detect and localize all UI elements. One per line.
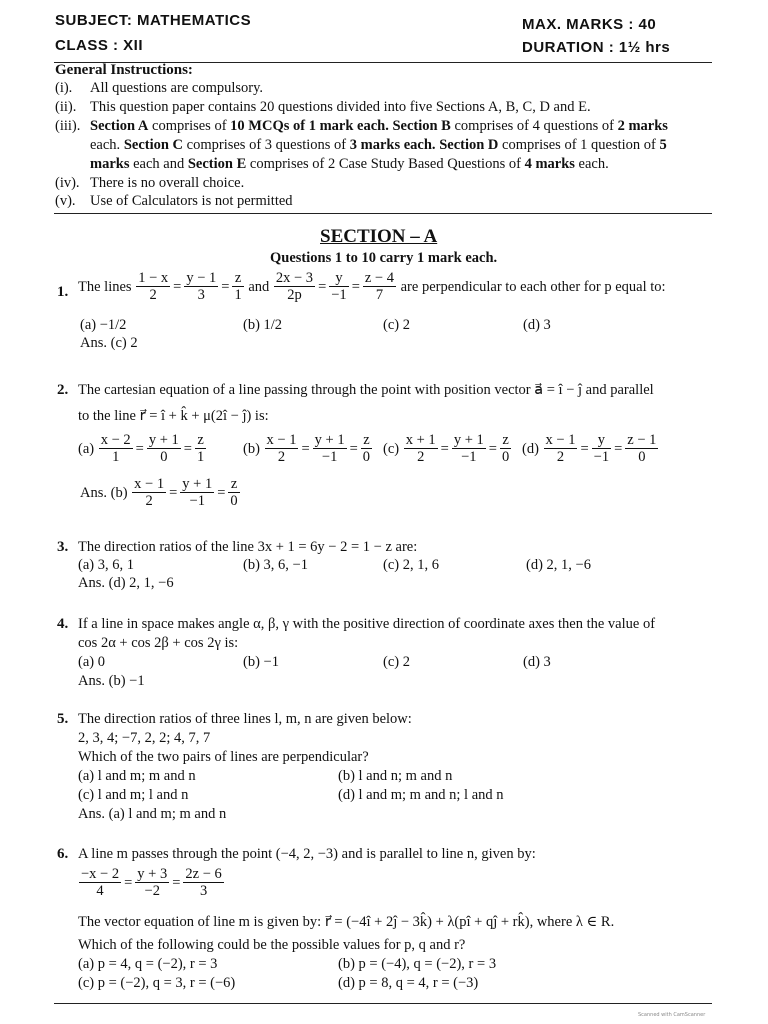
option-d: (d) $\frac{x - 1}{2}$ = $\frac{y}{-1}$ = $\frac{z - 1}{0}$ bbox=[522, 432, 657, 465]
instruction-text: All questions are compulsory. bbox=[90, 80, 264, 96]
question-number: 6. bbox=[57, 846, 69, 862]
question-text: cos 2α + cos 2β + cos 2γ is: bbox=[78, 635, 239, 651]
question-number: 1. bbox=[57, 284, 69, 300]
question-text: The cartesian equation of a line passing through the point with position vector a⃗ = î − ĵ and parallel bbox=[78, 382, 654, 398]
instruction-text: each. Section C comprises of 3 questions of 3 marks each. Section D comprises of 1 question of 5 bbox=[90, 137, 667, 153]
fraction: $\frac{y - 1}{3}$ bbox=[186, 270, 217, 303]
option-c: (c) l and m; l and n bbox=[78, 787, 189, 803]
option-a: (a) $\frac{x - 2}{1}$ = $\frac{y + 1}{0}$ = $\frac{z}{1}$ bbox=[78, 432, 205, 465]
question-text: Which of the following could be the possible values for p, q and r? bbox=[78, 937, 466, 953]
question-text: to the line r⃗ = î + k̂ + μ(2î − ĵ) is: bbox=[78, 408, 269, 424]
option-b: (b) 3, 6, −1 bbox=[243, 557, 308, 573]
answer: Ans. (b) −1 bbox=[78, 673, 145, 689]
fraction: $\frac{z}{1}$ bbox=[234, 270, 242, 303]
option-a: (a) 0 bbox=[78, 654, 105, 670]
option-a: (a) l and m; m and n bbox=[78, 768, 196, 784]
class-label: CLASS : XII bbox=[55, 37, 144, 54]
option-b: (b) p = (−4), q = (−2), r = 3 bbox=[338, 956, 497, 972]
question-text: The vector equation of line m is given by: r⃗ = (−4î + 2ĵ − 3k̂) + λ(pî + qĵ + rk̂), where λ ∈ R. bbox=[78, 914, 615, 930]
instructions-divider bbox=[54, 213, 712, 214]
question-text: The direction ratios of the line 3x + 1 = 6y − 2 = 1 − z are: bbox=[78, 539, 418, 555]
answer: Ans. (c) 2 bbox=[80, 335, 138, 351]
option-d: (d) 2, 1, −6 bbox=[526, 557, 591, 573]
section-title: SECTION – A bbox=[320, 226, 438, 247]
instruction-num: (iii). bbox=[55, 118, 81, 134]
option-a: (a) −1/2 bbox=[80, 317, 127, 333]
instruction-num: (ii). bbox=[55, 99, 77, 115]
option-c: (c) p = (−2), q = 3, r = (−6) bbox=[78, 975, 236, 991]
option-d: (d) l and m; m and n; l and n bbox=[338, 787, 504, 803]
instruction-num: (i). bbox=[55, 80, 73, 96]
option-d: (d) 3 bbox=[523, 654, 551, 670]
option-b: (b) l and n; m and n bbox=[338, 768, 453, 784]
q6-equation: $\frac{-x - 2}{4}$ = $\frac{y + 3}{-2}$ = $\frac{2z - 6}{3}$ bbox=[81, 866, 222, 899]
option-b: (b) −1 bbox=[243, 654, 279, 670]
fraction: $\frac{1 - x}{2}$ bbox=[138, 270, 169, 303]
subject-label: SUBJECT: MATHEMATICS bbox=[55, 12, 252, 29]
instruction-text: This question paper contains 20 questions divided into five Sections A, B, C, D and E. bbox=[90, 99, 591, 115]
scanner-watermark: Scanned with CamScanner bbox=[638, 1012, 706, 1018]
fraction: $\frac{2x - 3}{2p}$ bbox=[275, 270, 314, 303]
option-d: (d) 3 bbox=[523, 317, 551, 333]
question-text: Which of the two pairs of lines are perpendicular? bbox=[78, 749, 369, 765]
option-b: (b) $\frac{x - 1}{2}$ = $\frac{y + 1}{-1}$ = $\frac{z}{0}$ bbox=[243, 432, 371, 465]
instruction-num: (v). bbox=[55, 193, 76, 209]
answer: Ans. (b) $\frac{x - 1}{2}$ = $\frac{y + 1}{-1}$ = $\frac{z}{0}$ bbox=[80, 476, 238, 509]
option-a: (a) p = 4, q = (−2), r = 3 bbox=[78, 956, 218, 972]
footer-divider bbox=[54, 1003, 712, 1004]
fraction: $\frac{z - 4}{7}$ bbox=[364, 270, 394, 303]
fraction: $\frac{y}{-1}$ bbox=[331, 270, 347, 303]
answer: Ans. (d) 2, 1, −6 bbox=[78, 575, 174, 591]
question-text: 2, 3, 4; −7, 2, 2; 4, 7, 7 bbox=[78, 730, 211, 746]
question-number: 3. bbox=[57, 539, 69, 555]
option-c: (c) 2 bbox=[383, 654, 410, 670]
question-text: A line m passes through the point (−4, 2, −3) and is parallel to line n, given by: bbox=[78, 846, 536, 862]
question-text: The direction ratios of three lines l, m, n are given below: bbox=[78, 711, 412, 727]
instruction-text: Section A comprises of 10 MCQs of 1 mark each. Section B comprises of 4 questions of 2 marks bbox=[90, 118, 668, 134]
option-a: (a) 3, 6, 1 bbox=[78, 557, 134, 573]
instruction-text: marks each and Section E comprises of 2 Case Study Based Questions of 4 marks each. bbox=[90, 156, 609, 172]
q1-stem: The lines $\frac{1 - x}{2}$ = $\frac{y - 1}{3}$ = $\frac{z}{1}$ and $\frac{2x - 3}{2p}$ = $\frac{y}{-1}$ = $\frac{z - 4}{7}$ are perpendicular to each other for p equal to: bbox=[78, 270, 666, 303]
question-text: If a line in space makes angle α, β, γ with the positive direction of coordinate axes then the value of bbox=[78, 616, 656, 632]
instructions-title: General Instructions: bbox=[55, 62, 193, 78]
instruction-text: Use of Calculators is not permitted bbox=[90, 193, 293, 209]
option-c: (c) 2 bbox=[383, 317, 410, 333]
section-subtitle: Questions 1 to 10 carry 1 mark each. bbox=[270, 250, 498, 266]
option-c: (c) $\frac{x + 1}{2}$ = $\frac{y + 1}{-1}$ = $\frac{z}{0}$ bbox=[383, 432, 510, 465]
option-c: (c) 2, 1, 6 bbox=[383, 557, 439, 573]
instruction-num: (iv). bbox=[55, 175, 80, 191]
max-marks-label: MAX. MARKS : 40 bbox=[522, 16, 657, 33]
question-number: 5. bbox=[57, 711, 69, 727]
duration-label: DURATION : 1½ hrs bbox=[522, 39, 671, 56]
question-number: 2. bbox=[57, 382, 69, 398]
option-d: (d) p = 8, q = 4, r = (−3) bbox=[338, 975, 479, 991]
question-number: 4. bbox=[57, 616, 69, 632]
answer: Ans. (a) l and m; m and n bbox=[78, 806, 227, 822]
option-b: (b) 1/2 bbox=[243, 317, 283, 333]
instruction-text: There is no overall choice. bbox=[90, 175, 245, 191]
